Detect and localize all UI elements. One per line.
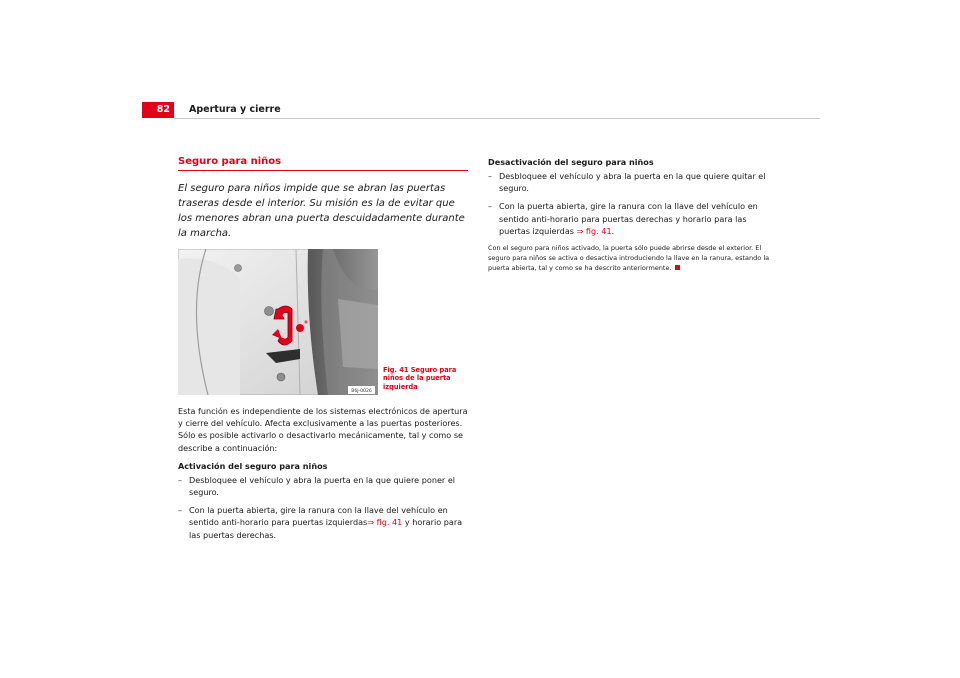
activation-steps <box>178 474 468 541</box>
figure-link[interactable]: ⇒ fig. 41 <box>576 225 612 236</box>
list-item: – Con la puerta abierta, gire la ranura con la llave del vehículo en sentido anti-horario para puertas derechas y horario para las puertas izquierdas ⇒ fig. 41. <box>488 201 758 236</box>
deactivation-steps <box>488 170 770 237</box>
note-paragraph: Con el seguro para niños activado, la puerta sólo puede abrirse desde el exterior. El seguro para niños se activa o desactiva introduciendo la llave en la ranura, estando la puerta abierta, tal y como se ha descrito anteriormente. <box>488 244 770 273</box>
body-paragraph: Esta función es independiente de los sistemas electrónicos de apertura y cierre del vehículo. Afecta exclusivamente a las puertas posteriores. Sólo es posible activarlo o desactivarlo mecánicamente, tal y como se describe a continuación: <box>178 406 468 453</box>
left-column <box>178 156 468 547</box>
figure-row <box>178 249 468 395</box>
header-rule <box>174 118 820 119</box>
activation-heading: Activación del seguro para niños <box>178 460 328 471</box>
door-lock-illustration <box>178 249 378 395</box>
figure-code: B6J-0026 <box>351 389 372 394</box>
list-item: – Con la puerta abierta, gire la ranura con la llave del vehículo en sentido anti-horario para puertas izquierdas⇒ fig. 41 y horario para las puertas derechas. <box>178 505 463 540</box>
list-item: – Desbloquee el vehículo y abra la puerta en la que quiere quitar el seguro. <box>488 171 766 194</box>
section-title: Seguro para niños <box>178 156 468 171</box>
end-of-section-icon <box>675 265 680 270</box>
running-header: Apertura y cierre <box>189 104 281 115</box>
figure-caption: Fig. 41 Seguro para niños de la puerta izquierda <box>383 366 457 391</box>
section-intro: El seguro para niños impide que se abran las puertas traseras desde el interior. Su misión es la de evitar que los menores abran una puerta descuidadamente durante la marcha. <box>178 183 465 239</box>
page-number: 82 <box>142 102 174 118</box>
deactivation-heading: Desactivación del seguro para niños <box>488 157 654 167</box>
right-column <box>488 156 770 273</box>
figure-link[interactable]: ⇒ fig. 41 <box>367 517 403 528</box>
list-item: – Desbloquee el vehículo y abra la puerta en la que quiere poner el seguro. <box>178 474 456 498</box>
